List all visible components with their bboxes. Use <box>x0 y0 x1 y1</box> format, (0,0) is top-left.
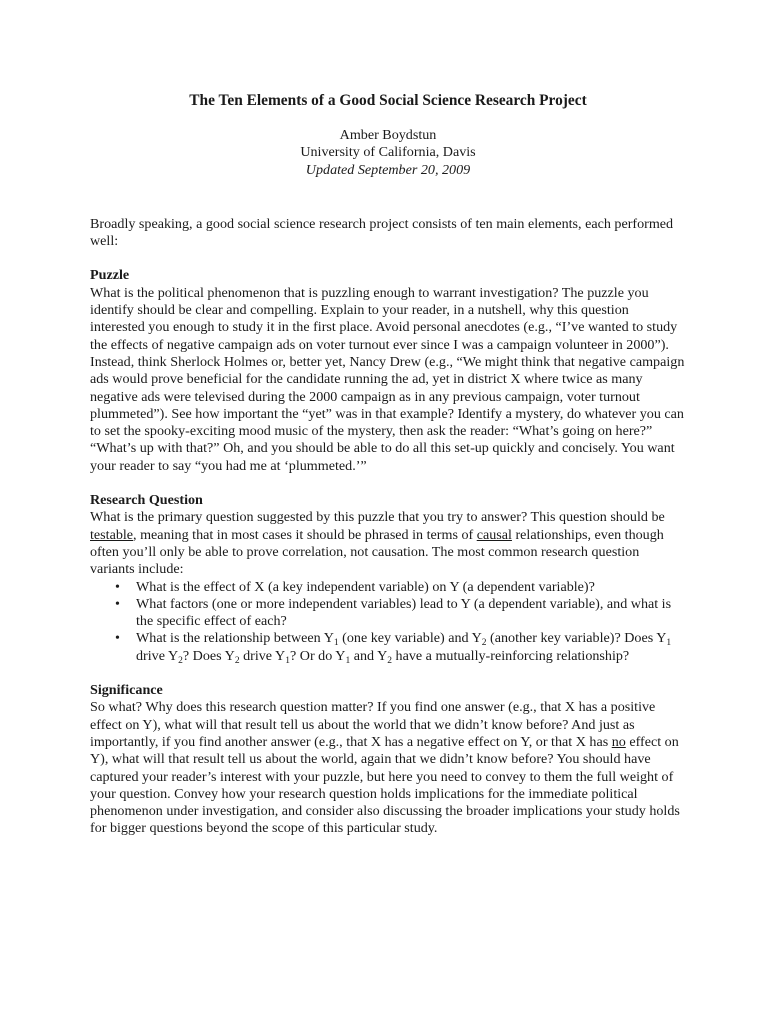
research-question-list <box>90 579 686 665</box>
section-heading-research-question: Research Question <box>90 492 203 509</box>
list-item <box>115 630 686 666</box>
text-run: What is the relationship between Y <box>136 630 334 647</box>
sig-no: no <box>611 733 626 750</box>
significance-paragraph <box>90 699 686 837</box>
text-run: drive Y <box>136 647 179 664</box>
list-item-text: What is the effect of X (a key independent variable) on Y (a dependent variable)? <box>136 578 595 595</box>
section-heading-puzzle: Puzzle <box>90 267 130 284</box>
bullet-glyph: • <box>115 630 120 647</box>
list-item <box>115 578 686 596</box>
section-significance <box>90 682 686 838</box>
section-puzzle <box>90 267 686 475</box>
list-item-text: What factors (one or more independent variables) lead to Y (a dependent variable), and what is the specific effect of each? <box>136 595 672 630</box>
text-run: and Y <box>350 647 388 664</box>
text-run: (one key variable) and Y <box>338 630 482 647</box>
rq-text-2: , meaning that in most cases it should be phrased in terms of <box>133 526 477 543</box>
text-run: have a mutually-reinforcing relationship? <box>392 647 630 664</box>
subscript: 1 <box>333 638 339 649</box>
byline <box>90 127 686 179</box>
research-question-paragraph <box>90 509 686 578</box>
rq-text-3: relationships, even though often you’ll only be able to prove correlation, not causation. The most common research question variants include: <box>90 526 664 578</box>
puzzle-paragraph: What is the political phenomenon that is puzzling enough to warrant investigation? The puzzle you identify should be clear and compelling. Explain to your reader, in a nutshell, why this question interested you enough to study it in the first place. Avoid personal anecdotes (e.g., “I’ve wanted to study the effects of negative campaign ads on voter turnout ever since I was a campaign volunteer in 2000”). Instead, think Sherlock Holmes or, better yet, Nancy Drew (e.g., “We might think that negative campaign ads would prove beneficial for the candidate running the ad, yet in district X where twice as many negative ads were televised during the 2000 campaign as in any previous campaign, voter turnout plummeted”). See how important the “yet” was in that example? Identify a mystery, do whatever you can to set the spooky-exciting mood music of the mystery, then ask the reader: “What’s going on here?” “What’s up with that?” Oh, and you should be able to do all this set-up quickly and concisely. You want your reader to say “you had me at ‘plummeted.’” <box>90 284 685 474</box>
bullet-glyph: • <box>115 578 120 595</box>
author-name: Amber Boydstun <box>339 127 437 143</box>
text-run: drive Y <box>239 647 286 664</box>
list-item <box>115 595 686 631</box>
section-research-question <box>90 492 686 665</box>
updated-date: Updated September 20, 2009 <box>305 161 471 178</box>
intro-paragraph: Broadly speaking, a good social science research project consists of ten main elements, each performed well: <box>90 215 674 250</box>
text-run: (another key variable)? Does Y <box>486 630 667 647</box>
rq-testable: testable <box>90 526 134 543</box>
section-heading-significance: Significance <box>90 682 163 699</box>
subscript: 2 <box>481 638 487 649</box>
subscript: 2 <box>178 655 183 666</box>
text-run: ? Does Y <box>182 647 235 664</box>
subscript: 1 <box>345 655 351 666</box>
document-page <box>90 91 686 855</box>
list-item-text <box>136 630 672 666</box>
sig-text-1: So what? Why does this research question matter? If you find one answer (e.g., that X has a positive effect on Y), what will that result tell us about the world that we didn’t know before? And just as importantly, if you find another answer (e.g., that X has a negative effect on Y, or that X has <box>90 699 656 750</box>
subscript: 2 <box>234 655 240 666</box>
bullet-glyph: • <box>115 595 120 612</box>
subscript: 1 <box>285 655 290 666</box>
rq-text-1: What is the primary question suggested by this puzzle that you try to answer? This question should be <box>90 509 665 526</box>
subscript: 2 <box>387 655 393 666</box>
rq-causal: causal <box>476 526 512 543</box>
author-affiliation: University of California, Davis <box>300 144 476 161</box>
document-title: The Ten Elements of a Good Social Science Research Project <box>189 92 587 109</box>
subscript: 1 <box>666 638 672 649</box>
sig-text-2: effect on Y), what will that result tell us about the world, again that we didn’t know before? You should have captured your reader’s interest with your puzzle, but here you need to convey to them the full weight of your question. Convey how your research question holds implications for the immediate political phenomenon under investigation, and consider also discussing the broader implications your study holds for bigger questions beyond the scope of this particular study. <box>90 733 680 837</box>
text-run: ? Or do Y <box>290 647 346 664</box>
